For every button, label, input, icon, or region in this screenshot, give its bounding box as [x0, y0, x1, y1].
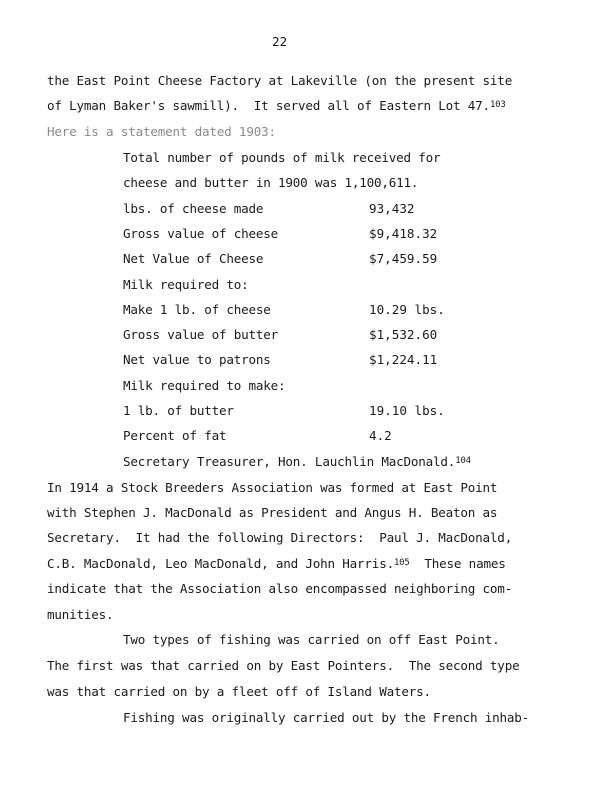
footnote-ref-103: 103	[489, 100, 506, 110]
statement-row-label: 1 lb. of butter	[123, 403, 234, 418]
para1-line-2: with Stephen J. MacDonald as President and Angus H. Beaton as	[47, 505, 498, 520]
para1-line-4-tail: These names	[409, 556, 506, 571]
intro-line-2	[47, 98, 506, 114]
statement-row-value: $1,224.11	[369, 352, 438, 367]
statement-row-value: 10.29 lbs.	[369, 302, 445, 317]
statement-header-1: Total number of pounds of milk received for	[123, 150, 441, 165]
statement-row-label: Percent of fat	[123, 428, 227, 443]
statement-row-value: $7,459.59	[369, 251, 438, 266]
statement-row-value: 4.2	[369, 428, 392, 443]
statement-row-value: $1,532.60	[369, 327, 438, 342]
page-number: 22	[272, 34, 288, 49]
statement-row-label: Milk required to:	[123, 277, 249, 292]
statement-row-label: Make 1 lb. of cheese	[123, 302, 271, 317]
statement-row-label: lbs. of cheese made	[123, 201, 264, 216]
para2-line-2: The first was that carried on by East Pointers. The second type	[47, 658, 520, 673]
para1-line-5: indicate that the Association also encompassed neighboring com-	[47, 581, 513, 596]
para2-line-3: was that carried on by a fleet off of Island Waters.	[47, 684, 431, 699]
statement-row-label: Net value to patrons	[123, 352, 271, 367]
para1-line-4-text: C.B. MacDonald, Leo MacDonald, and John Harris.	[47, 556, 394, 571]
statement-row-label: Net Value of Cheese	[123, 251, 264, 266]
footnote-ref-105: 105	[393, 558, 410, 568]
para1-line-3: Secretary. It had the following Directors: Paul J. MacDonald,	[47, 530, 513, 545]
footnote-ref-104: 104	[455, 456, 471, 466]
para3-line-1: Fishing was originally carried out by the French inhab-	[123, 710, 530, 725]
para2-line-1: Two types of fishing was carried on off East Point.	[123, 632, 500, 647]
statement-row-value: 93,432	[369, 201, 415, 216]
intro-line-2-text: of Lyman Baker's sawmill). It served all of Eastern Lot 47.	[47, 98, 490, 113]
para1-line-4	[47, 556, 506, 572]
signature-text: Secretary Treasurer, Hon. Lauchlin MacDonald.	[123, 454, 456, 469]
para1-line-1: In 1914 a Stock Breeders Association was formed at East Point	[47, 480, 498, 495]
statement-header-2: cheese and butter in 1900 was 1,100,611.	[123, 175, 419, 190]
statement-row-label: Gross value of butter	[123, 327, 279, 342]
statement-row-label: Gross value of cheese	[123, 226, 279, 241]
statement-row-value: $9,418.32	[369, 226, 438, 241]
statement-row-label: Milk required to make:	[123, 378, 286, 393]
statement-signature	[123, 454, 471, 470]
statement-row-value: 19.10 lbs.	[369, 403, 445, 418]
intro-line-3: Here is a statement dated 1903:	[47, 124, 276, 139]
intro-line-1: the East Point Cheese Factory at Lakeville (on the present site	[47, 73, 513, 88]
para1-line-6: munities.	[47, 607, 114, 622]
